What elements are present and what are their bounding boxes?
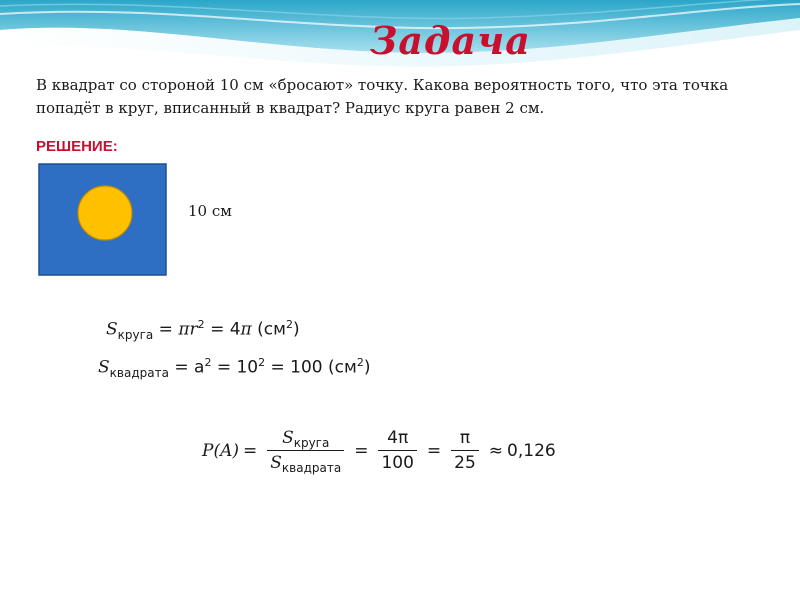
fraction-areas: $\frac{S_{круга}}{S_{квадрата}}$ [267, 428, 344, 473]
circle-area-formula: $S_{круга} = \pi r^2 = 4\pi$ $(см^2)$ [106, 318, 300, 342]
square-area-formula: $S_{квадрата} = a^2 = 10^2 = 100$ $(см^2)$ [98, 356, 371, 380]
probability-formula: P(A) = $\frac{S_{круга}}{S_{квадрата}}$ = $\frac{4\pi}{100}$ = $\frac{\pi}{25}$ ≈ 0,126 [202, 428, 556, 475]
solution-heading: РЕШЕНИЕ: [36, 138, 118, 155]
fraction-simplified: $\frac{\pi}{25}$ [451, 428, 479, 473]
fraction-values: $\frac{4\pi}{100}$ [378, 428, 416, 473]
problem-statement: В квадрат со стороной 10 см «бросают» точку. Какова вероятность того, что эта точка попадёт в круг, вписанный в квадрат? Радиус круга равен 2 см. [36, 76, 729, 117]
square-side-label: 10 см [188, 202, 232, 220]
slide-title: Задача [370, 18, 531, 63]
square-with-inscribed-circle [38, 163, 168, 277]
inscribed-circle [78, 186, 132, 240]
probability-result: 0,126 [507, 440, 556, 461]
